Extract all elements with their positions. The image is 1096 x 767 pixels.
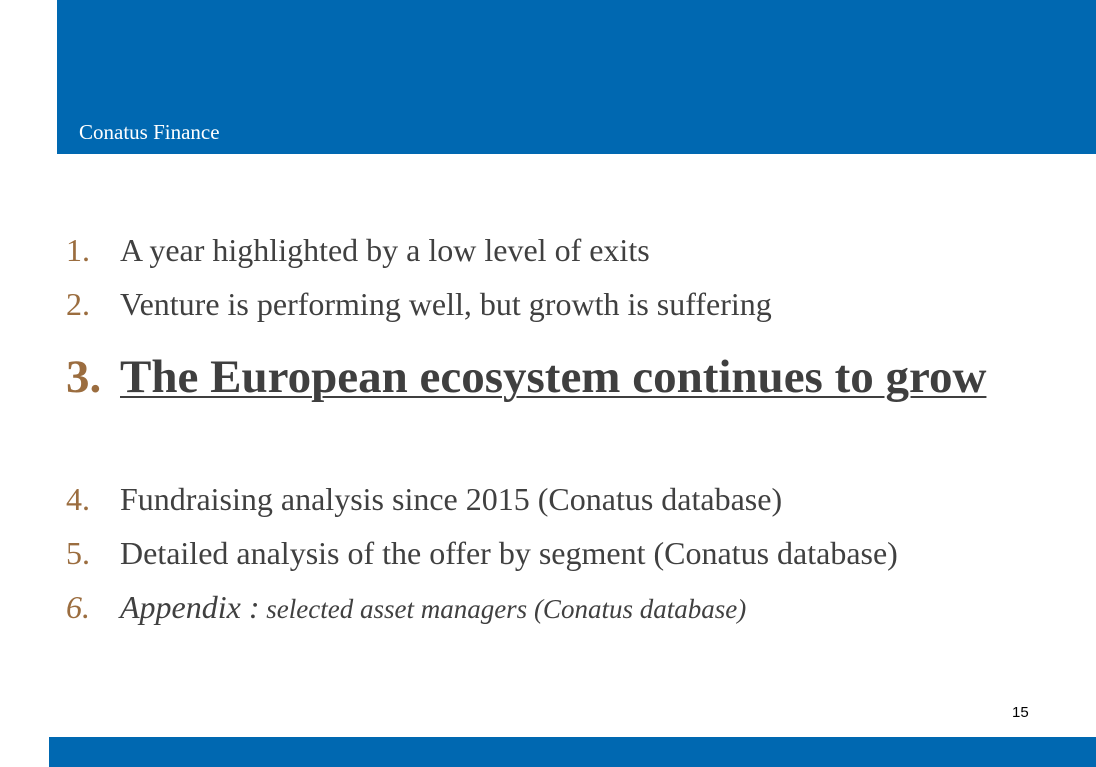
agenda-item-5	[66, 537, 898, 569]
agenda-item-text: The European ecosystem continues to grow	[120, 351, 987, 403]
agenda-item-1	[66, 234, 650, 266]
agenda-item-text: A year highlighted by a low level of exits	[120, 232, 650, 268]
agenda-item-number: 3.	[66, 351, 102, 403]
agenda-item-number: 1.	[66, 232, 90, 268]
agenda-item-text: Fundraising analysis since 2015 (Conatus database)	[120, 481, 783, 517]
agenda-item-current	[66, 346, 1016, 408]
agenda-item-number: 2.	[66, 286, 90, 322]
company-name: Conatus Finance	[79, 120, 220, 144]
agenda-item-4	[66, 483, 782, 515]
footer-bar	[49, 737, 1096, 767]
agenda-item-text: Venture is performing well, but growth is suffering	[120, 286, 772, 322]
agenda-item-6	[66, 591, 746, 623]
agenda-item-number: 4.	[66, 481, 90, 517]
agenda-item-number: 6.	[66, 589, 90, 625]
agenda-item-text: Detailed analysis of the offer by segment (Conatus database)	[120, 535, 898, 571]
agenda-item-text: Appendix :	[120, 589, 260, 625]
agenda-item-number: 5.	[66, 535, 90, 571]
agenda-item-subtext: selected asset managers (Conatus database)	[259, 594, 747, 624]
page-number: 15	[1012, 704, 1029, 721]
agenda-item-2	[66, 288, 772, 320]
